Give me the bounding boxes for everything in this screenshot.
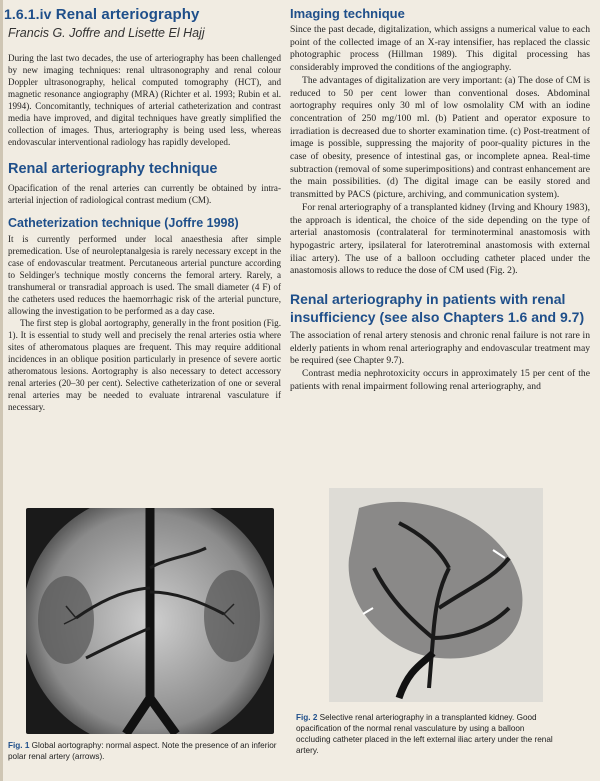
left-column xyxy=(4,6,281,413)
right-column xyxy=(290,6,590,394)
figure-2-caption-text: Selective renal arteriography in a transplanted kidney. Good opacification of the normal renal vasculature by using a balloon occluding catheter placed in the left external iliac artery under the renal artery. xyxy=(296,713,553,755)
aortography-illustration xyxy=(26,508,274,734)
figure-2-caption xyxy=(296,712,556,756)
imaging-paragraph-2: The advantages of digitalization are very important: (a) The dose of CM is reduced to 50 per cent lower than conventional doses. Abdominal aortography requires only 30 ml of low osmolality CM with an iodine concentration of 250 mg/100 ml. (b) Patient and operator exposure to irradiation is decreased due to shorter examination time. (c) Post-treatment of image is possible, suppressing the majority of poor-quality pictures in the case of obesity, presence of intestinal gas, or incomplete apnea. Real-time subtraction (removal of some superimpositions) and contrast enhancement are the main possibilities. (d) The digital image can be easily stored and transmitted by PACS (picture, archiving, and communication system). xyxy=(290,74,590,201)
page-spine-shadow xyxy=(0,0,3,781)
figure-2-kidney-image xyxy=(329,488,543,702)
insufficiency-paragraph-2: Contrast media nephrotoxicity occurs in approximately 15 per cent of the patients with renal impairment following renal arteriography, and xyxy=(290,368,590,392)
figure-1-caption xyxy=(8,740,283,762)
catheterization-paragraph-2: The first step is global aortography, generally in the front position (Fig. 1). It is essential to study well and precisely the renal arteries ostia where sites of atheromatous plaques are frequent. This may require additional incidences in an oblique position particularly in presence of severe aortic atheromatous lesions. Aortography is also necessary to detect accessory renal arteries (20–30 per cent). Selective catheterization of one or several renal arteries may be needed to evaluate intrarenal vasculature if necessary. xyxy=(8,318,281,412)
catheterization-paragraph-1: It is currently performed under local anaesthesia after simple premedication. Use of neuroleptanalgesia is rarely necessary except in the case of endovascular treatment. Percutaneous arterial puncture according to Seldinger's technique mostly concerns the femoral artery. Rarely, a transhumeral or transradial approach is used. The small diameter (4 F) of the catheters used reduces the haemorrhagic risk of the arterial puncture, allowing the investigation to be performed as a day case. xyxy=(8,234,281,316)
figure-1-caption-text: Global aortography: normal aspect. Note the presence of an inferior polar renal artery (arrows). xyxy=(8,741,277,761)
insufficiency-heading: Renal arteriography in patients with renal insufficiency (see also Chapters 1.6 and 9.7) xyxy=(290,291,585,326)
title-text: Renal arteriography xyxy=(55,6,200,23)
kidney-arteriography-illustration xyxy=(329,488,543,702)
chapter-title xyxy=(4,6,281,23)
figure-1-aortography-image xyxy=(26,508,274,734)
technique-heading: Renal arteriography technique xyxy=(8,161,218,177)
imaging-paragraph-1: Since the past decade, digitalization, which assigns a numerical value to each point of the collected image of an X-ray intensifier, has replaced the classic photographic process (Hillman 1989). This digital processing has considerably improved the conditions of the angiography. xyxy=(290,24,590,74)
authors: Francis G. Joffre and Lisette El Hajj xyxy=(8,26,205,40)
section-number: 1.6.1.iv xyxy=(4,6,52,22)
imaging-heading: Imaging technique xyxy=(290,6,405,21)
catheterization-heading: Catheterization technique (Joffre 1998) xyxy=(8,216,239,230)
figure-1-label: Fig. 1 xyxy=(8,741,30,750)
technique-paragraph: Opacification of the renal arteries can currently be obtained by intra-arterial injection of radiological contrast medium (CM). xyxy=(8,183,281,205)
intro-paragraph: During the last two decades, the use of arteriography has been challenged by new imaging techniques: renal ultrasonography and renal colour Doppler ultrasonography, helical computed tomography (HCT), and magnetic resonance angiography (MRA) (Richter et al. 1993; Rubin et al. 1994). Concomitantly, techniques of arterial catheterization and contrast media have improved, and digital techniques have greatly simplified the collection of images. Thus, arteriography is being used less, whereas endovascular interventional radiology has rapidly developed. xyxy=(8,53,281,147)
imaging-paragraph-3: For renal arteriography of a transplanted kidney (Irving and Khoury 1983), the approach is identical, the choice of the side depending on the type of arterial anastomosis (contralateral for terminoterminal anastomosis with hypogastric artery, ipsilateral for laterotreminal anastomosis with external iliac artery). The use of a balloon occluding catheter placed under the anastomosis allows to reduce the dose of CM used (Fig. 2). xyxy=(290,201,590,277)
insufficiency-paragraph-1: The association of renal artery stenosis and chronic renal failure is not rare in elderly patients in whom renal arteriography and endovascular treatment may be required (see Chapter 9.7). xyxy=(290,330,590,367)
figure-2-label: Fig. 2 xyxy=(296,713,318,722)
